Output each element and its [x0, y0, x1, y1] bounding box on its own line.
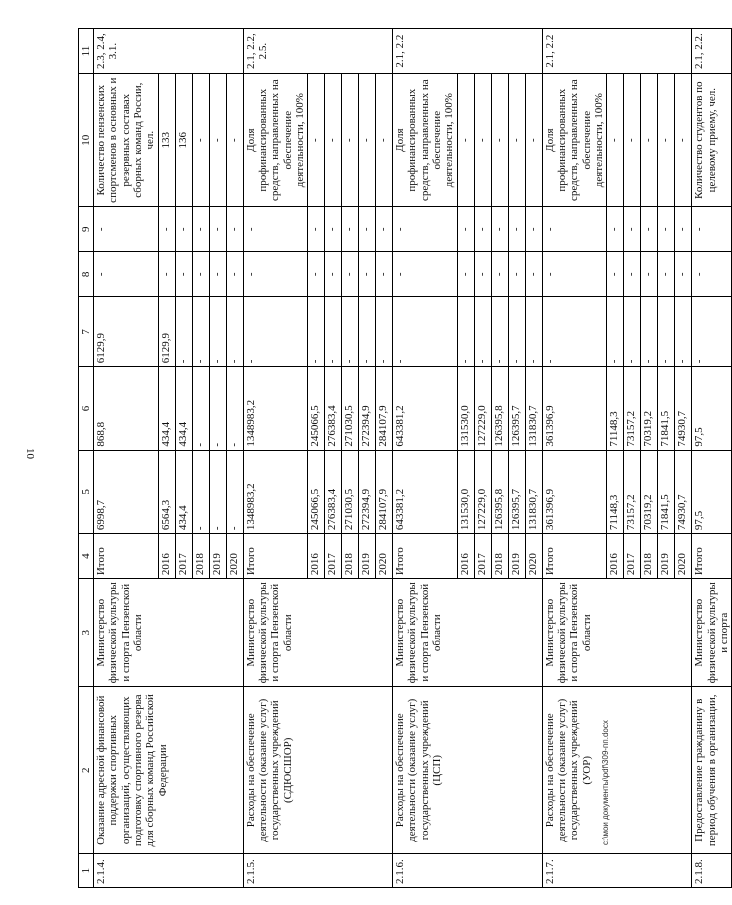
federal-budget-cell: 6129,9: [158, 297, 175, 367]
total-amount-cell: 131530,0: [457, 450, 474, 533]
local-budget-cell: -: [474, 252, 491, 297]
regional-budget-cell: 434,4: [158, 367, 175, 450]
federal-budget-cell: -: [192, 297, 209, 367]
column-number-cell: 7: [79, 297, 94, 367]
other-sources-cell: -: [491, 207, 508, 252]
federal-budget-cell: -: [308, 297, 325, 367]
local-budget-cell: -: [641, 252, 658, 297]
local-budget-cell: -: [359, 252, 376, 297]
other-sources-cell: -: [624, 207, 641, 252]
other-sources-cell: -: [325, 207, 342, 252]
total-amount-cell: 434,4: [175, 450, 192, 533]
other-sources-cell: -: [658, 207, 675, 252]
responsible-executor: Министерство физической культуры и спорта: [692, 579, 732, 687]
indicator-value-cell: -: [491, 74, 508, 207]
federal-budget-cell: -: [342, 297, 359, 367]
regional-budget-cell: 284107,9: [376, 367, 393, 450]
year-cell: 2020: [525, 534, 542, 579]
year-cell: 2019: [658, 534, 675, 579]
responsible-executor: Министерство физической культуры и спорта Пензенской области: [542, 579, 692, 687]
local-budget-cell: -: [542, 252, 607, 297]
year-cell: Итого: [542, 534, 607, 579]
year-cell: 2018: [192, 534, 209, 579]
total-amount-cell: 74930,7: [675, 450, 692, 533]
total-amount-cell: -: [192, 450, 209, 533]
total-amount-cell: 272394,9: [359, 450, 376, 533]
federal-budget-cell: -: [325, 297, 342, 367]
local-budget-cell: -: [624, 252, 641, 297]
goals-cell: 2.1, 2.2.: [692, 29, 732, 74]
regional-budget-cell: 126395,8: [491, 367, 508, 450]
column-number-cell: 8: [79, 252, 94, 297]
indicator-value-cell: 133: [158, 74, 175, 207]
indicator-value-cell: -: [607, 74, 624, 207]
program-activities-table: [78, 28, 732, 888]
federal-budget-cell: -: [607, 297, 624, 367]
local-budget-cell: -: [675, 252, 692, 297]
federal-budget-cell: -: [393, 297, 458, 367]
total-amount-cell: 271030,5: [342, 450, 359, 533]
activity-name: Оказание адресной финансовой поддержки спортивных организаций, осуществляющих подготовку спортивного резерва для сборных команд Российской Федерации: [94, 687, 244, 854]
local-budget-cell: -: [209, 252, 226, 297]
federal-budget-cell: -: [624, 297, 641, 367]
regional-budget-cell: 126395,7: [508, 367, 525, 450]
responsible-executor: Министерство физической культуры и спорта Пензенской области: [94, 579, 244, 687]
column-number-cell: 3: [79, 579, 94, 687]
total-amount-cell: 126395,8: [491, 450, 508, 533]
local-budget-cell: -: [393, 252, 458, 297]
year-cell: 2018: [641, 534, 658, 579]
other-sources-cell: -: [226, 207, 243, 252]
total-amount-cell: 71148,3: [607, 450, 624, 533]
indicator-value-cell: -: [508, 74, 525, 207]
regional-budget-cell: 97,5: [692, 367, 732, 450]
indicator-value-cell: -: [474, 74, 491, 207]
other-sources-cell: -: [342, 207, 359, 252]
total-amount-cell: -: [226, 450, 243, 533]
other-sources-cell: -: [94, 207, 159, 252]
other-sources-cell: -: [675, 207, 692, 252]
local-budget-cell: -: [94, 252, 159, 297]
total-amount-cell: 97,5: [692, 450, 732, 533]
other-sources-cell: -: [474, 207, 491, 252]
local-budget-cell: -: [325, 252, 342, 297]
year-cell: 2019: [359, 534, 376, 579]
year-cell: 2020: [675, 534, 692, 579]
activity-code: 2.1.5.: [243, 854, 393, 888]
goals-cell: 2.1, 2.2: [542, 29, 692, 74]
year-cell: 2019: [209, 534, 226, 579]
indicator-value-cell: -: [624, 74, 641, 207]
indicator-value-cell: -: [342, 74, 359, 207]
year-cell: 2020: [226, 534, 243, 579]
federal-budget-cell: -: [491, 297, 508, 367]
column-number-cell: 10: [79, 74, 94, 207]
federal-budget-cell: -: [376, 297, 393, 367]
regional-budget-cell: 272394,9: [359, 367, 376, 450]
federal-budget-cell: -: [359, 297, 376, 367]
page-number: 10: [24, 448, 36, 459]
total-amount-cell: 361396,9: [542, 450, 607, 533]
local-budget-cell: -: [692, 252, 732, 297]
federal-budget-cell: -: [658, 297, 675, 367]
regional-budget-cell: 361396,9: [542, 367, 607, 450]
column-number-cell: 1: [79, 854, 94, 888]
table-row: [393, 29, 458, 888]
other-sources-cell: -: [376, 207, 393, 252]
column-number-cell: 2: [79, 687, 94, 854]
regional-budget-cell: 127229,0: [474, 367, 491, 450]
local-budget-cell: -: [457, 252, 474, 297]
regional-budget-cell: 73157,2: [624, 367, 641, 450]
goals-cell: 2.1, 2.2, 2.5.: [243, 29, 393, 74]
indicator-value-cell: -: [525, 74, 542, 207]
local-budget-cell: -: [175, 252, 192, 297]
federal-budget-cell: 6129,9: [94, 297, 159, 367]
table-row: [94, 29, 159, 888]
federal-budget-cell: -: [641, 297, 658, 367]
year-cell: 2018: [342, 534, 359, 579]
federal-budget-cell: -: [243, 297, 308, 367]
regional-budget-cell: 131530,0: [457, 367, 474, 450]
local-budget-cell: -: [607, 252, 624, 297]
column-number-cell: 11: [79, 29, 94, 74]
year-cell: 2016: [457, 534, 474, 579]
year-cell: Итого: [692, 534, 732, 579]
total-amount-cell: 245066,5: [308, 450, 325, 533]
year-cell: 2017: [624, 534, 641, 579]
total-amount-cell: 284107,9: [376, 450, 393, 533]
other-sources-cell: -: [457, 207, 474, 252]
regional-budget-cell: 70319,2: [641, 367, 658, 450]
indicator-value-cell: -: [376, 74, 393, 207]
regional-budget-cell: 868,8: [94, 367, 159, 450]
regional-budget-cell: -: [226, 367, 243, 450]
local-budget-cell: -: [508, 252, 525, 297]
year-cell: 2017: [474, 534, 491, 579]
other-sources-cell: -: [525, 207, 542, 252]
table-row: [692, 29, 732, 888]
federal-budget-cell: -: [457, 297, 474, 367]
year-cell: 2019: [508, 534, 525, 579]
year-cell: Итого: [243, 534, 308, 579]
responsible-executor: Министерство физической культуры и спорта Пензенской области: [243, 579, 393, 687]
total-amount-cell: 6998,7: [94, 450, 159, 533]
regional-budget-cell: -: [209, 367, 226, 450]
year-cell: Итого: [94, 534, 159, 579]
local-budget-cell: -: [525, 252, 542, 297]
column-number-cell: 9: [79, 207, 94, 252]
federal-budget-cell: -: [692, 297, 732, 367]
other-sources-cell: -: [209, 207, 226, 252]
year-cell: 2016: [607, 534, 624, 579]
other-sources-cell: -: [607, 207, 624, 252]
table-row: [243, 29, 308, 888]
federal-budget-cell: -: [226, 297, 243, 367]
indicator-value-cell: -: [325, 74, 342, 207]
column-number-cell: 5: [79, 450, 94, 533]
regional-budget-cell: 1348983,2: [243, 367, 308, 450]
regional-budget-cell: 131830,7: [525, 367, 542, 450]
indicator-value-cell: -: [641, 74, 658, 207]
indicator-cell: Количество студентов по целевому приему, чел.: [692, 74, 732, 207]
activity-code: 2.1.8.: [692, 854, 732, 888]
regional-budget-cell: 71841,5: [658, 367, 675, 450]
indicator-cell: Доля профинансированных средств, направленных на обеспечение деятельности, 100%: [243, 74, 308, 207]
total-amount-cell: -: [209, 450, 226, 533]
indicator-value-cell: -: [192, 74, 209, 207]
local-budget-cell: -: [192, 252, 209, 297]
other-sources-cell: -: [692, 207, 732, 252]
responsible-executor: Министерство физической культуры и спорта Пензенской области: [393, 579, 543, 687]
indicator-cell: Доля профинансированных средств, направленных на обеспечение деятельности, 100%: [393, 74, 458, 207]
year-cell: 2017: [325, 534, 342, 579]
column-number-cell: 4: [79, 534, 94, 579]
indicator-cell: Количество пензенских спортсменов в основных и резервных составах сборных команд России, чел.: [94, 74, 159, 207]
federal-budget-cell: -: [209, 297, 226, 367]
regional-budget-cell: 434,4: [175, 367, 192, 450]
federal-budget-cell: -: [542, 297, 607, 367]
indicator-value-cell: -: [658, 74, 675, 207]
other-sources-cell: -: [641, 207, 658, 252]
total-amount-cell: 1348983,2: [243, 450, 308, 533]
table-row: [542, 29, 607, 888]
year-cell: 2016: [158, 534, 175, 579]
activity-name: Расходы на обеспечение деятельности (оказание услуг) государственных учреждений (УОР): [542, 687, 692, 854]
other-sources-cell: -: [508, 207, 525, 252]
total-amount-cell: 131830,7: [525, 450, 542, 533]
indicator-cell: Доля профинансированных средств, направленных на обеспечение деятельности, 100%: [542, 74, 607, 207]
regional-budget-cell: 245066,5: [308, 367, 325, 450]
year-cell: Итого: [393, 534, 458, 579]
local-budget-cell: -: [243, 252, 308, 297]
local-budget-cell: -: [226, 252, 243, 297]
local-budget-cell: -: [658, 252, 675, 297]
activity-code: 2.1.6.: [393, 854, 543, 888]
total-amount-cell: 70319,2: [641, 450, 658, 533]
total-amount-cell: 126395,7: [508, 450, 525, 533]
activity-name: Предоставление гражданину в период обучения в организации,: [692, 687, 732, 854]
other-sources-cell: -: [393, 207, 458, 252]
year-cell: 2020: [376, 534, 393, 579]
other-sources-cell: -: [308, 207, 325, 252]
year-cell: 2016: [308, 534, 325, 579]
local-budget-cell: -: [376, 252, 393, 297]
other-sources-cell: -: [175, 207, 192, 252]
indicator-value-cell: -: [308, 74, 325, 207]
federal-budget-cell: -: [175, 297, 192, 367]
federal-budget-cell: -: [508, 297, 525, 367]
activity-code: 2.1.4.: [94, 854, 244, 888]
indicator-value-cell: -: [675, 74, 692, 207]
other-sources-cell: -: [359, 207, 376, 252]
indicator-value-cell: 136: [175, 74, 192, 207]
local-budget-cell: -: [308, 252, 325, 297]
other-sources-cell: -: [542, 207, 607, 252]
year-cell: 2018: [491, 534, 508, 579]
total-amount-cell: 127229,0: [474, 450, 491, 533]
total-amount-cell: 276383,4: [325, 450, 342, 533]
local-budget-cell: -: [158, 252, 175, 297]
federal-budget-cell: -: [675, 297, 692, 367]
indicator-value-cell: -: [359, 74, 376, 207]
federal-budget-cell: -: [474, 297, 491, 367]
regional-budget-cell: 74930,7: [675, 367, 692, 450]
year-cell: 2017: [175, 534, 192, 579]
indicator-value-cell: -: [209, 74, 226, 207]
regional-budget-cell: 71148,3: [607, 367, 624, 450]
total-amount-cell: 6564,3: [158, 450, 175, 533]
local-budget-cell: -: [491, 252, 508, 297]
local-budget-cell: -: [342, 252, 359, 297]
regional-budget-cell: 271030,5: [342, 367, 359, 450]
total-amount-cell: 73157,2: [624, 450, 641, 533]
indicator-value-cell: -: [457, 74, 474, 207]
regional-budget-cell: -: [192, 367, 209, 450]
other-sources-cell: -: [192, 207, 209, 252]
column-number-cell: 6: [79, 367, 94, 450]
file-path-footer: c:\мои документы\pdf\309-пп.docx: [601, 720, 610, 845]
activity-name: Расходы на обеспечение деятельности (оказание услуг) государственных учреждений (ЦСП): [393, 687, 543, 854]
indicator-value-cell: -: [226, 74, 243, 207]
goals-cell: 2.3, 2.4, 3.1.: [94, 29, 244, 74]
activity-name: Расходы на обеспечение деятельности (оказание услуг) государственных учреждений (СДЮСШОР): [243, 687, 393, 854]
column-number-row: [79, 29, 94, 888]
regional-budget-cell: 643381,2: [393, 367, 458, 450]
total-amount-cell: 71841,5: [658, 450, 675, 533]
other-sources-cell: -: [158, 207, 175, 252]
goals-cell: 2.1, 2.2: [393, 29, 543, 74]
regional-budget-cell: 276383,4: [325, 367, 342, 450]
federal-budget-cell: -: [525, 297, 542, 367]
total-amount-cell: 643381,2: [393, 450, 458, 533]
activity-code: 2.1.7.: [542, 854, 692, 888]
other-sources-cell: -: [243, 207, 308, 252]
